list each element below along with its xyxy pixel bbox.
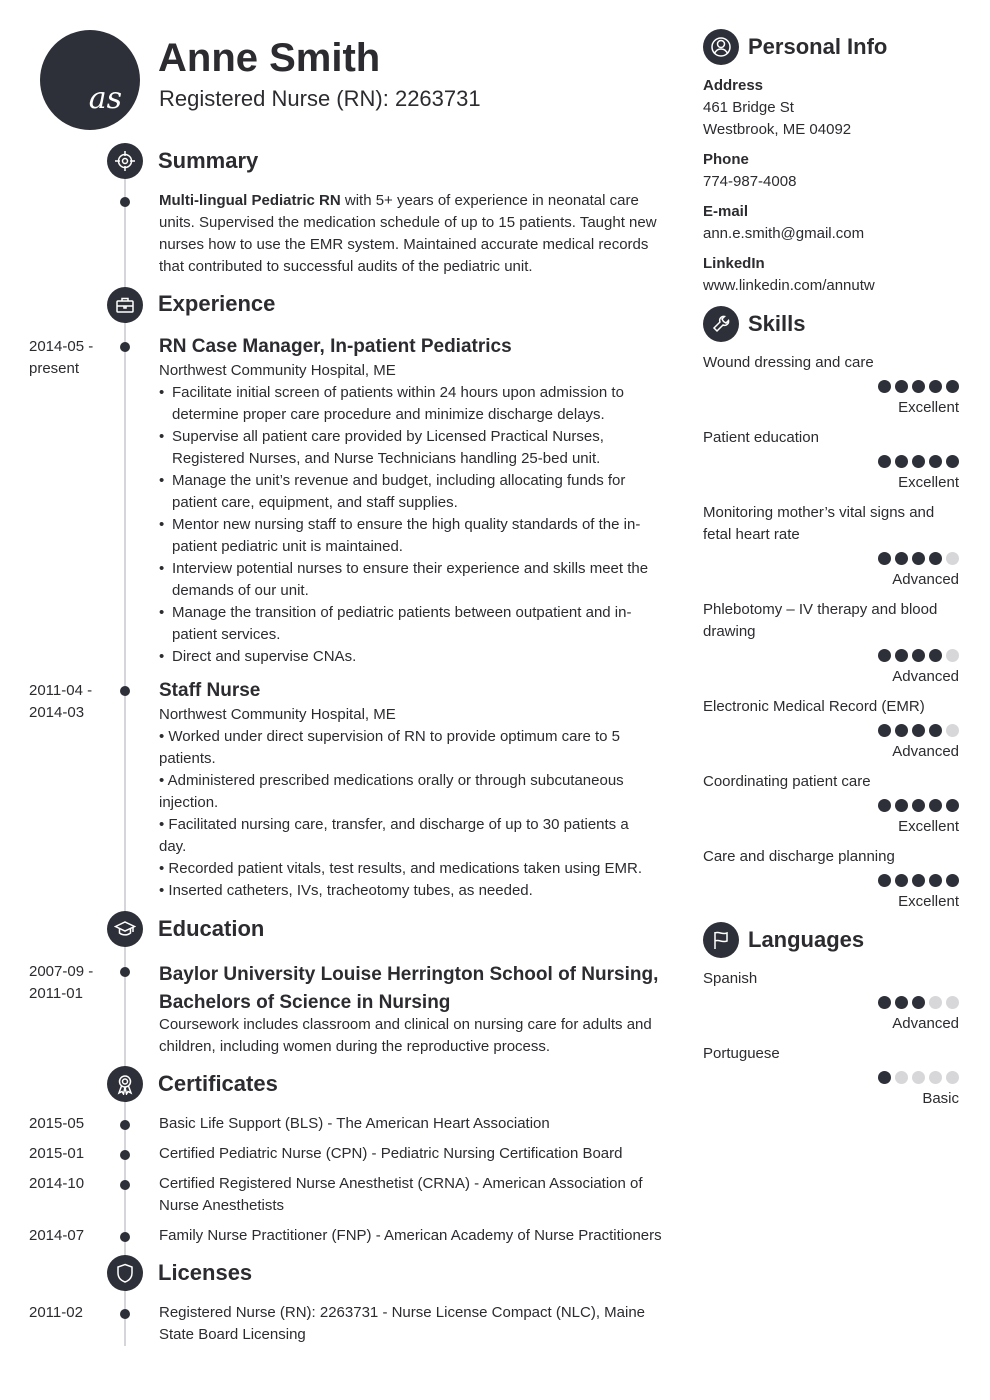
job-bullet: • Direct and supervise CNAs.: [159, 646, 659, 668]
rating-dot-filled: [929, 455, 942, 468]
timeline-dot: [120, 1309, 130, 1319]
skill-name: Coordinating patient care: [703, 773, 871, 790]
certificate-text: Basic Life Support (BLS) - The American Heart Association: [159, 1115, 550, 1132]
rating-dot-filled: [912, 996, 925, 1009]
linkedin-label: LinkedIn: [703, 255, 765, 272]
certificate-date: 2014-10: [29, 1175, 85, 1192]
licenses-heading: Licenses: [158, 1260, 253, 1285]
certificate-text: Family Nurse Practitioner (FNP) - American Academy of Nurse Practitioners: [159, 1227, 662, 1244]
address-line: Westbrook, ME 04092: [703, 121, 852, 138]
rating-dot-filled: [912, 649, 925, 662]
certificates-heading: Certificates: [158, 1071, 278, 1096]
summary-text: [159, 190, 664, 278]
job-bullets: [159, 382, 659, 668]
rating-dot-empty: [946, 1071, 959, 1084]
timeline-dot: [120, 1180, 130, 1190]
skill-rating: [878, 799, 959, 812]
certificate-text: Certified Registered Nurse Anesthetist (CRNA) - American Association of Nurse Anesthetists: [159, 1175, 643, 1214]
rating-dot-filled: [895, 455, 908, 468]
language-level: Advanced: [892, 1015, 959, 1032]
summary-lead: Multi-lingual Pediatric RN: [159, 192, 341, 209]
job-bullet: • Inserted catheters, IVs, tracheotomy tubes, as needed.: [159, 882, 533, 899]
certificate-date: 2015-05: [29, 1115, 85, 1132]
skill-rating: [878, 649, 959, 662]
timeline-line: [124, 160, 126, 1346]
linkedin-value: www.linkedin.com/annutw: [703, 277, 875, 294]
timeline-dot: [120, 967, 130, 977]
rating-dot-filled: [878, 649, 891, 662]
skill-rating: [878, 724, 959, 737]
education-title-line: Bachelors of Science in Nursing: [159, 992, 451, 1013]
job-date: 2011-04 - 2014-03: [29, 682, 93, 721]
rating-dot-filled: [912, 799, 925, 812]
rating-dot-filled: [912, 552, 925, 565]
job-title: RN Case Manager, In-patient Pediatrics: [159, 336, 512, 357]
job-bullet: • Facilitated nursing care, transfer, and discharge of up to 30 patients a day.: [159, 816, 629, 855]
rating-dot-filled: [946, 380, 959, 393]
education-date: 2007-09 - 2011-01: [29, 963, 94, 1002]
rating-dot-filled: [878, 552, 891, 565]
flag-icon: [703, 922, 739, 958]
language-rating: [878, 996, 959, 1009]
timeline-dot: [120, 342, 130, 352]
skill-level: Advanced: [892, 743, 959, 760]
skill-rating: [878, 874, 959, 887]
summary-body: with 5+ years of experience in neonatal care units. Supervised the medication schedule of up to 15 patients. Taught new nurses how to use the EMR system. Maintained accurate medical records that contributed to successful audits of the pediatric unit.: [159, 192, 657, 275]
rating-dot-filled: [912, 874, 925, 887]
phone-label: Phone: [703, 151, 749, 168]
target-icon: [107, 143, 143, 179]
skill-name: Phlebotomy – IV therapy and blood drawing: [703, 601, 938, 640]
skill-rating: [878, 552, 959, 565]
skill-level: Advanced: [892, 571, 959, 588]
license-date: 2011-02: [29, 1304, 83, 1321]
briefcase-icon: [107, 287, 143, 323]
rating-dot-filled: [929, 380, 942, 393]
rating-dot-filled: [878, 996, 891, 1009]
job-bullet: • Mentor new nursing staff to ensure the high quality standards of the in-patient pediatric unit is maintained.: [159, 514, 659, 558]
license-text: Registered Nurse (RN): 2263731 - Nurse License Compact (NLC), Maine State Board Licensing: [159, 1304, 646, 1343]
job-bullet: • Manage the transition of pediatric patients between outpatient and in-patient services.: [159, 602, 659, 646]
language-name: Spanish: [703, 970, 758, 987]
rating-dot-filled: [929, 649, 942, 662]
education-title-line: Baylor University Louise Herrington School of Nursing,: [159, 964, 659, 985]
rating-dot-filled: [912, 455, 925, 468]
skill-level: Excellent: [898, 399, 959, 416]
rating-dot-filled: [912, 724, 925, 737]
rating-dot-filled: [895, 552, 908, 565]
languages-heading: Languages: [748, 927, 865, 952]
job-bullets: [159, 726, 644, 902]
job-title: Staff Nurse: [159, 680, 261, 701]
rating-dot-filled: [929, 874, 942, 887]
job-bullet: • Administered prescribed medications orally or through subcutaneous injection.: [159, 772, 624, 811]
education-title: [159, 961, 658, 1017]
skill-level: Advanced: [892, 668, 959, 685]
rating-dot-empty: [946, 552, 959, 565]
timeline-dot: [120, 1120, 130, 1130]
avatar-initials: as: [88, 81, 122, 116]
timeline-dot: [120, 1232, 130, 1242]
graduation-cap-icon: [107, 911, 143, 947]
skill-level: Excellent: [898, 893, 959, 910]
rating-dot-filled: [895, 649, 908, 662]
avatar: [40, 30, 140, 130]
phone-value: 774-987-4008: [703, 173, 797, 190]
personal-info-heading: Personal Info: [748, 34, 888, 59]
rating-dot-empty: [929, 996, 942, 1009]
address-label: Address: [703, 77, 764, 94]
rating-dot-filled: [929, 799, 942, 812]
rating-dot-filled: [895, 874, 908, 887]
rating-dot-filled: [895, 996, 908, 1009]
job-bullet: • Manage the unit’s revenue and budget, including allocating funds for patient care, equipment, and staff supplies.: [159, 470, 659, 514]
rating-dot-empty: [946, 996, 959, 1009]
rating-dot-filled: [929, 724, 942, 737]
summary-heading: Summary: [158, 148, 259, 173]
job-date: 2014-05 - present: [29, 338, 94, 377]
rating-dot-empty: [946, 649, 959, 662]
rating-dot-empty: [946, 724, 959, 737]
user-icon: [703, 29, 739, 65]
certificate-date: 2015-01: [29, 1145, 85, 1162]
job-bullet: • Facilitate initial screen of patients within 24 hours upon admission to determine proper care procedure and minimize discharge delays.: [159, 382, 659, 426]
rating-dot-filled: [878, 724, 891, 737]
rating-dot-filled: [895, 724, 908, 737]
rating-dot-filled: [946, 874, 959, 887]
job-org: Northwest Community Hospital, ME: [159, 706, 396, 723]
rating-dot-filled: [878, 1071, 891, 1084]
candidate-title: Registered Nurse (RN): 2263731: [159, 86, 481, 111]
rating-dot-filled: [912, 380, 925, 393]
skill-rating: [878, 455, 959, 468]
rating-dot-filled: [878, 380, 891, 393]
skill-name: Wound dressing and care: [703, 354, 874, 371]
job-org: Northwest Community Hospital, ME: [159, 362, 396, 379]
language-level: Basic: [922, 1090, 959, 1107]
timeline-dot: [120, 197, 130, 207]
timeline-dot: [120, 686, 130, 696]
job-bullet: • Worked under direct supervision of RN to provide optimum care to 5 patients.: [159, 728, 621, 767]
skill-name: Electronic Medical Record (EMR): [703, 698, 925, 715]
job-bullet: • Supervise all patient care provided by Licensed Practical Nurses, Registered Nurses, and Nurse Technicians handling 25-bed unit.: [159, 426, 659, 470]
rating-dot-filled: [878, 799, 891, 812]
rating-dot-empty: [929, 1071, 942, 1084]
experience-heading: Experience: [158, 291, 276, 316]
rating-dot-filled: [946, 799, 959, 812]
job-bullet: • Interview potential nurses to ensure their experience and skills meet the demands of our unit.: [159, 558, 659, 602]
address-line: 461 Bridge St: [703, 99, 794, 116]
skill-name: Care and discharge planning: [703, 848, 895, 865]
rating-dot-empty: [895, 1071, 908, 1084]
education-text: Coursework includes classroom and clinical on nursing care for adults and children, including women during the reproductive process.: [159, 1016, 652, 1055]
language-name: Portuguese: [703, 1045, 780, 1062]
job-bullet: • Recorded patient vitals, test results, and medications taken using EMR.: [159, 860, 642, 877]
certificate-date: 2014-07: [29, 1227, 85, 1244]
timeline-dot: [120, 1150, 130, 1160]
award-ribbon-icon: [107, 1066, 143, 1102]
skill-name: Patient education: [703, 429, 819, 446]
skill-name: Monitoring mother’s vital signs and fetal heart rate: [703, 504, 935, 543]
email-label: E-mail: [703, 203, 749, 220]
shield-icon: [107, 1255, 143, 1291]
candidate-name: Anne Smith: [158, 36, 381, 80]
rating-dot-filled: [946, 455, 959, 468]
wrench-icon: [703, 306, 739, 342]
skill-rating: [878, 380, 959, 393]
certificate-text: Certified Pediatric Nurse (CPN) - Pediatric Nursing Certification Board: [159, 1145, 623, 1162]
rating-dot-filled: [895, 380, 908, 393]
rating-dot-filled: [929, 552, 942, 565]
skills-heading: Skills: [748, 311, 806, 336]
language-rating: [878, 1071, 959, 1084]
skill-level: Excellent: [898, 818, 959, 835]
rating-dot-empty: [912, 1071, 925, 1084]
rating-dot-filled: [878, 874, 891, 887]
rating-dot-filled: [878, 455, 891, 468]
education-heading: Education: [158, 916, 265, 941]
rating-dot-filled: [895, 799, 908, 812]
email-value: ann.e.smith@gmail.com: [703, 225, 865, 242]
skill-level: Excellent: [898, 474, 959, 491]
